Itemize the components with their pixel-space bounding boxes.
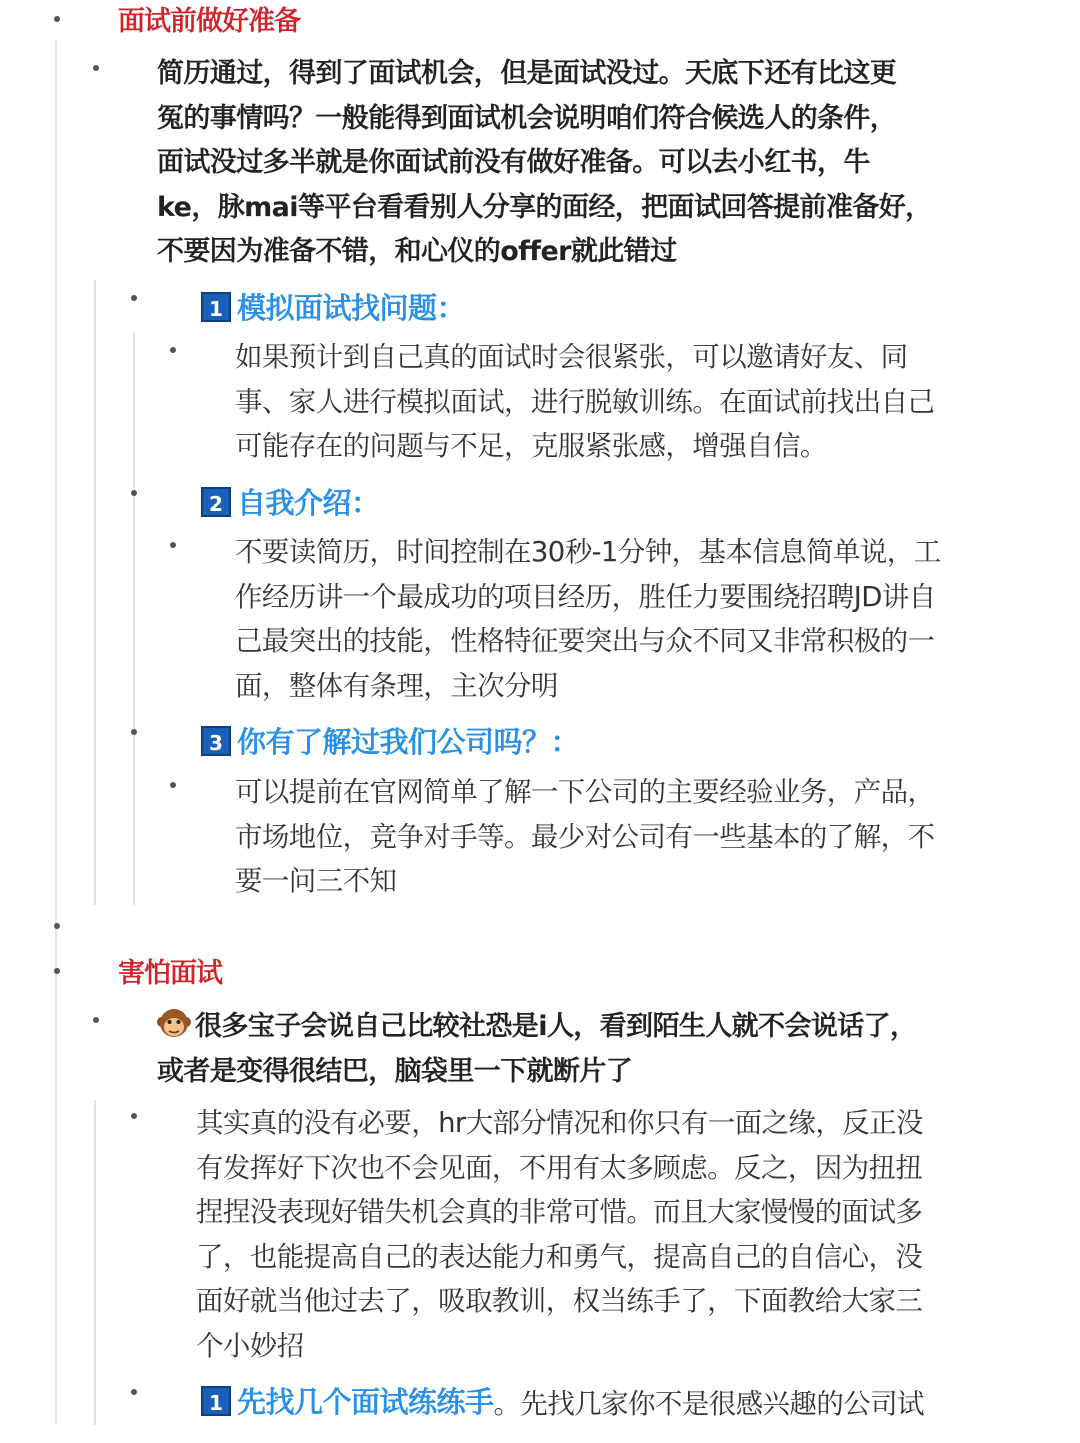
bullet-dot: [131, 1113, 137, 1119]
bullet-dot: [54, 923, 60, 929]
text-line: ke，脉mai等平台看看别人分享的面经，把面试回答提前准备好，: [157, 191, 932, 223]
text-line: 个小妙招: [196, 1329, 304, 1362]
subsection-body: [235, 530, 941, 708]
number-badge: 3: [201, 726, 231, 756]
bullet-dot: [170, 782, 176, 788]
subsection-title: 你有了解过我们公司吗？：: [237, 725, 580, 759]
outline-guide-level1: [55, 40, 57, 1425]
tip-heading: [201, 1380, 924, 1421]
bullet-dot: [131, 295, 137, 301]
subsection-heading: [201, 286, 465, 327]
text-line: 冤的事情吗？一般能得到面试机会说明咱们符合候选人的条件，: [157, 102, 897, 134]
text-line: 简历通过，得到了面试机会，但是面试没过。天底下还有比这更: [157, 58, 897, 89]
text-line: 不要因为准备不错，和心仪的offer就此错过: [157, 236, 677, 267]
section-body: [196, 1101, 923, 1368]
subsection-title: 模拟面试找问题：: [237, 291, 466, 325]
text-line: 了，也能提高自己的表达能力和勇气，提高自己的自信心，没: [196, 1240, 923, 1273]
bullet-dot: [131, 490, 137, 496]
number-badge: 2: [201, 487, 231, 517]
tip-title: 先找几个面试练练手: [237, 1385, 494, 1419]
text-line: 作经历讲一个最成功的项目经历，胜任力要围绕招聘JD讲自: [235, 580, 936, 613]
text-line: 其实真的没有必要，hr大部分情况和你只有一面之缘，反正没: [196, 1107, 923, 1139]
bullet-dot: [93, 65, 99, 71]
text-line: 有发挥好下次也不会见面，不用有太多顾虑。反之，因为扭扭: [196, 1151, 923, 1184]
bullet-dot: [54, 968, 60, 974]
text-line: 市场地位，竞争对手等。最少对公司有一些基本的了解，不: [235, 820, 935, 853]
subsection-heading: [201, 481, 380, 522]
subsection-heading: [201, 720, 579, 761]
text-line: 要一问三不知: [235, 865, 397, 897]
text-line: 如果预计到自己真的面试时会很紧张，可以邀请好友、同: [235, 341, 908, 373]
text-line: 面试没过多半就是你面试前没有做好准备。可以去小红书，牛: [157, 147, 870, 178]
text-line: 不要读简历，时间控制在30秒-1分钟，基本信息简单说，工: [235, 536, 941, 568]
section-intro: [157, 52, 932, 275]
bullet-dot: [131, 1389, 137, 1395]
section-intro: [157, 1005, 916, 1094]
bullet-dot: [54, 16, 60, 22]
text-line: 面，整体有条理，主次分明: [235, 669, 558, 702]
outline-guide-level2a: [94, 280, 96, 905]
monkey-face-icon: [157, 1007, 191, 1041]
bullet-dot: [131, 729, 137, 735]
number-badge: 1: [201, 1386, 231, 1416]
text-line: 己最突出的技能，性格特征要突出与众不同又非常积极的一: [235, 625, 935, 657]
outline-guide-level3a: [133, 332, 135, 905]
subsection-body: [235, 335, 934, 469]
outline-guide-level2b: [94, 1100, 96, 1425]
bullet-dot: [170, 542, 176, 548]
bullet-dot: [93, 1017, 99, 1023]
subsection-title: 自我介绍：: [237, 486, 380, 520]
bullet-dot: [170, 347, 176, 353]
text-line: [157, 1005, 916, 1050]
text-line: 面好就当他过去了，吸取教训，权当练手了，下面教给大家三: [196, 1285, 923, 1317]
text-line: 或者是变得很结巴，脑袋里一下就断片了: [157, 1055, 633, 1087]
intro-text: 很多宝子会说自己比较社恐是i人，看到陌生人就不会说话了，: [195, 1011, 917, 1042]
text-line: 事、家人进行模拟面试，进行脱敏训练。在面试前找出自己: [235, 385, 935, 418]
text-line: 可以提前在官网简单了解一下公司的主要经验业务，产品，: [235, 776, 935, 808]
subsection-body: [235, 770, 934, 904]
text-line: 捏捏没表现好错失机会真的非常可惜。而且大家慢慢的面试多: [196, 1196, 923, 1228]
section-heading: 害怕面试: [118, 958, 222, 989]
section-heading: 面试前做好准备: [118, 6, 300, 37]
number-badge: 1: [201, 292, 231, 322]
text-line: 可能存在的问题与不足，克服紧张感，增强自信。: [235, 430, 827, 462]
tip-text: 。先找几家你不是很感兴趣的公司试: [493, 1387, 924, 1420]
